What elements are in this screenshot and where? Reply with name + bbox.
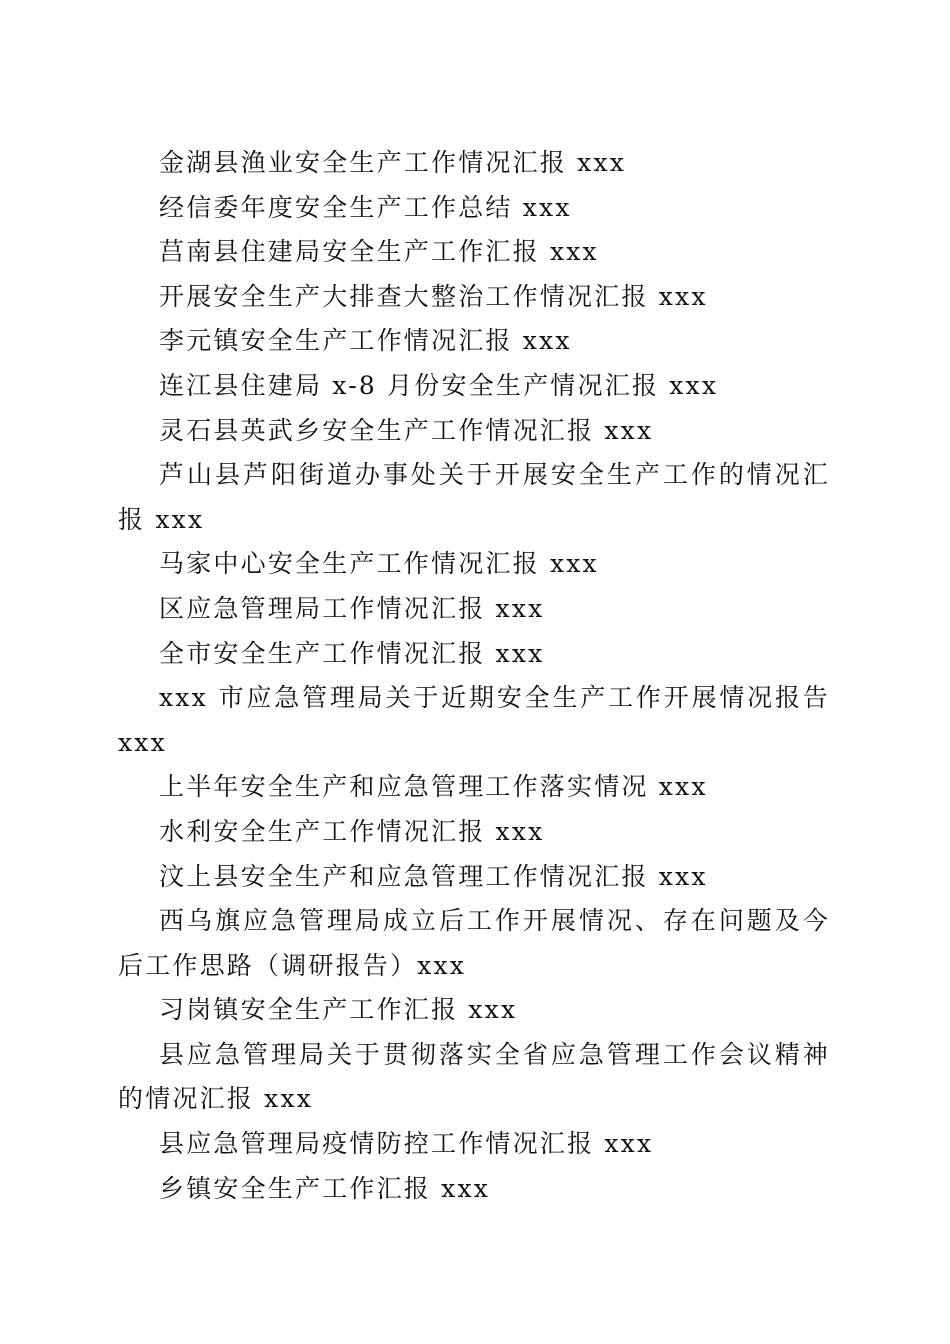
document-entry: xxx 市应急管理局关于近期安全生产工作开展情况报告 xxx: [118, 683, 830, 757]
document-entry: 县应急管理局疫情防控工作情况汇报 xxx: [159, 1129, 654, 1159]
document-body: [118, 141, 830, 1211]
document-entry: 马家中心安全生产工作情况汇报 xxx: [159, 549, 599, 579]
document-entry: 芦山县芦阳街道办事处关于开展安全生产工作的情况汇报 xxx: [118, 460, 830, 534]
document-entry: 开展安全生产大排查大整治工作情况汇报 xxx: [159, 281, 708, 311]
document-entry: 汶上县安全生产和应急管理工作情况汇报 xxx: [159, 861, 708, 891]
document-entry: 乡镇安全生产工作汇报 xxx: [159, 1173, 491, 1203]
document-entry: 西乌旗应急管理局成立后工作开展情况、存在问题及今后工作思路（调研报告）xxx: [118, 906, 830, 980]
document-entry: 习岗镇安全生产工作汇报 xxx: [159, 995, 518, 1025]
document-entry: 经信委年度安全生产工作总结 xxx: [159, 192, 572, 222]
document-entry: 区应急管理局工作情况汇报 xxx: [159, 593, 545, 623]
document-entry: 金湖县渔业安全生产工作情况汇报 xxx: [159, 148, 627, 177]
document-entry: 李元镇安全生产工作情况汇报 xxx: [159, 326, 572, 356]
document-entry: 县应急管理局关于贯彻落实全省应急管理工作会议精神的情况汇报 xxx: [118, 1039, 830, 1114]
document-entry: 水利安全生产工作情况汇报 xxx: [159, 816, 545, 846]
document-entry: 灵石县英武乡安全生产工作情况汇报 xxx: [159, 415, 654, 445]
document-entry: 连江县住建局 x-8 月份安全生产情况汇报 xxx: [159, 370, 719, 400]
document-entry: 全市安全生产工作情况汇报 xxx: [159, 638, 545, 668]
document-entry: 莒南县住建局安全生产工作汇报 xxx: [159, 237, 599, 267]
document-entry: 上半年安全生产和应急管理工作落实情况 xxx: [159, 772, 708, 802]
